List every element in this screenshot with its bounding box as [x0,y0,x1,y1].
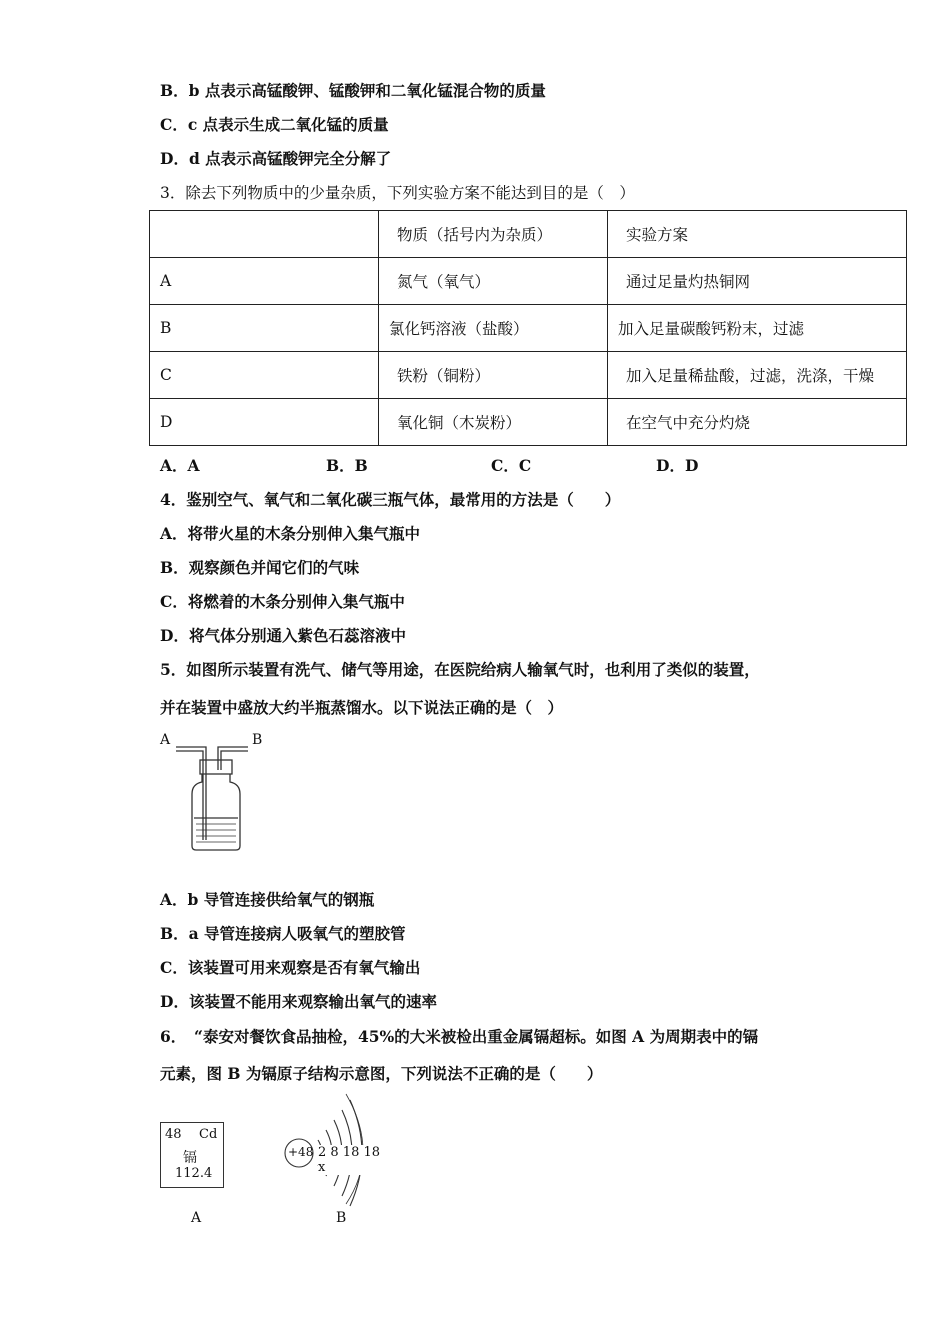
q3-option-b: B．B [326,456,368,475]
table-cell: B [150,305,379,352]
q4-option-b: B．观察颜色并闻它们的气味 [160,558,360,577]
q4-stem: 4．鉴别空气、氧气和二氧化碳三瓶气体，最常用的方法是（ ） [160,490,621,509]
q2-option-b: B．b 点表示高锰酸钾、锰酸钾和二氧化锰混合物的质量 [160,81,546,100]
table-cell: D [150,399,379,446]
table-cell: C [150,352,379,399]
table-cell: A [150,258,379,305]
table-cell: 加入足量稀盐酸，过滤，洗涤，干燥 [608,352,907,399]
q5-option-a: A．b 导管连接供给氧气的钢瓶 [160,890,375,909]
table-header-cell: 物质（括号内为杂质） [379,211,608,258]
table-row [150,399,907,446]
atom-structure-diagram [280,1090,390,1208]
tube-label-a: A [160,732,171,748]
element-symbol: Cd [199,1127,218,1142]
table-cell: 氯化钙溶液（盐酸） [379,305,608,352]
nucleus-charge: +48 [288,1145,314,1159]
table-cell: 通过足量灼热铜网 [608,258,907,305]
gas-bottle-drawing [160,732,272,856]
q3-stem: 3．除去下列物质中的少量杂质，下列实验方案不能达到目的是（ ） [160,184,635,202]
q2-option-c: C．c 点表示生成二氧化锰的质量 [160,115,389,134]
q5-stem-line1: 5．如图所示装置有洗气、储气等用途，在医院给病人输氧气时，也利用了类似的装置， [160,660,760,679]
element-name: 镉 [183,1150,197,1166]
q5-option-d: D．该装置不能用来观察输出氧气的速率 [160,992,437,1011]
table-header-cell: 实验方案 [608,211,907,258]
table-header-cell [150,211,379,258]
table-row [150,305,907,352]
table-row [150,258,907,305]
table-cell: 加入足量碳酸钙粉末，过滤 [608,305,907,352]
table-cell: 铁粉（铜粉） [379,352,608,399]
q3-option-c: C．C [491,456,532,475]
gas-bottle-figure [160,732,272,856]
q5-stem-line2: 并在装置中盛放大约半瓶蒸馏水。以下说法正确的是（ ） [160,698,564,717]
q3-option-a: A．A [160,456,200,475]
q5-option-c: C．该装置可用来观察是否有氧气输出 [160,958,421,977]
q4-option-d: D．将气体分别通入紫色石蕊溶液中 [160,626,406,645]
q4-option-a: A．将带火星的木条分别伸入集气瓶中 [160,524,421,543]
q5-option-b: B．a 导管连接病人吸氧气的塑胶管 [160,924,406,943]
periodic-cell-cadmium [160,1122,224,1188]
tube-label-b: B [252,732,263,748]
q4-option-c: C．将燃着的木条分别伸入集气瓶中 [160,592,405,611]
table-cell: 在空气中充分灼烧 [608,399,907,446]
table-header-row [150,211,907,258]
q3-table [149,210,907,446]
table-cell: 氮气（氧气） [379,258,608,305]
figure-a-caption: A [191,1210,202,1226]
q3-option-d: D．D [656,456,699,475]
table-cell: 氧化铜（木炭粉） [379,399,608,446]
q6-stem-line2: 元素，图 B 为镉原子结构示意图，下列说法不正确的是（ ） [160,1064,603,1083]
atomic-number: 48 [165,1127,182,1142]
atomic-mass: 112.4 [175,1166,213,1181]
shell-electrons: 2 8 18 18 x [318,1145,390,1175]
q2-option-d: D．d 点表示高锰酸钾完全分解了 [160,149,392,168]
figure-b-caption: B [336,1210,347,1226]
table-row [150,352,907,399]
q6-stem-line1: 6． “泰安对餐饮食品抽检，45%的大米被检出重金属镉超标。如图 A 为周期表中的镉 [160,1027,759,1046]
